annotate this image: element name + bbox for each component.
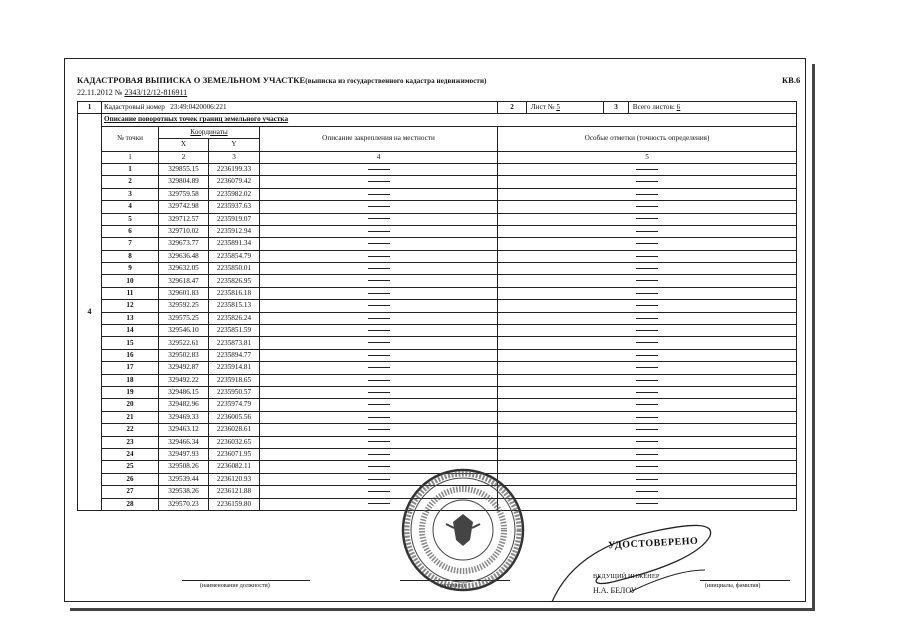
sheet-label: Лист № xyxy=(530,103,555,112)
dash-mark xyxy=(636,293,658,294)
col-index-4: 4 xyxy=(260,151,498,163)
desc-cell xyxy=(260,325,498,337)
dash-mark xyxy=(636,194,658,195)
dash-mark xyxy=(636,256,658,257)
dash-mark xyxy=(636,355,658,356)
table-row xyxy=(78,201,797,213)
cadastral-number-cell xyxy=(102,102,498,114)
coord-y: 2236199.33 xyxy=(209,163,260,175)
title-text: КАДАСТРОВАЯ ВЫПИСКА О ЗЕМЕЛЬНОМ УЧАСТКЕ xyxy=(77,75,306,85)
notes-cell xyxy=(498,436,797,448)
point-number: 6 xyxy=(102,225,159,237)
notes-cell xyxy=(498,337,797,349)
coord-x: 329492.22 xyxy=(159,374,209,386)
notes-cell xyxy=(498,461,797,473)
col-header-point: № точки xyxy=(102,126,159,151)
desc-cell xyxy=(260,448,498,460)
point-number: 16 xyxy=(102,349,159,361)
dash-mark xyxy=(368,479,390,480)
dash-mark xyxy=(636,441,658,442)
table-row xyxy=(78,263,797,275)
notes-cell xyxy=(498,424,797,436)
table-row xyxy=(78,176,797,188)
total-label: Всего листов: xyxy=(632,103,675,112)
row-column-index xyxy=(78,151,797,163)
row-section-title xyxy=(78,114,797,126)
point-number: 15 xyxy=(102,337,159,349)
point-number: 26 xyxy=(102,473,159,485)
dash-mark xyxy=(636,268,658,269)
table-row xyxy=(78,386,797,398)
col-index-2: 2 xyxy=(159,151,209,163)
document-title xyxy=(77,75,487,85)
desc-cell xyxy=(260,362,498,374)
point-number: 11 xyxy=(102,287,159,299)
table-row xyxy=(78,287,797,299)
dash-mark xyxy=(636,454,658,455)
dash-mark xyxy=(636,218,658,219)
total-value: 6 xyxy=(676,103,681,112)
notes-cell xyxy=(498,163,797,175)
total-sheets-cell xyxy=(629,102,797,114)
coord-y: 2236082.11 xyxy=(209,461,260,473)
dash-mark xyxy=(368,429,390,430)
desc-cell xyxy=(260,337,498,349)
dash-mark xyxy=(368,466,390,467)
table-row xyxy=(78,399,797,411)
notes-cell xyxy=(498,448,797,460)
desc-cell xyxy=(260,300,498,312)
coord-x: 329618.47 xyxy=(159,275,209,287)
desc-cell xyxy=(260,238,498,250)
desc-cell xyxy=(260,213,498,225)
coord-x: 329546.10 xyxy=(159,325,209,337)
dash-mark xyxy=(368,392,390,393)
dash-mark xyxy=(636,206,658,207)
signer-role: ВЕДУЩИЙ ИНЖЕНЕР xyxy=(593,573,660,580)
table-row xyxy=(78,225,797,237)
form-code: КВ.6 xyxy=(782,75,801,85)
coord-y: 2235950.57 xyxy=(209,386,260,398)
coord-y: 2235816.18 xyxy=(209,287,260,299)
col-index-1: 1 xyxy=(102,151,159,163)
official-seal-stamp xyxy=(398,462,528,602)
dash-mark xyxy=(368,169,390,170)
dash-mark xyxy=(368,367,390,368)
table-row xyxy=(78,250,797,262)
dash-mark xyxy=(636,466,658,467)
coord-y: 2236079.42 xyxy=(209,176,260,188)
coord-y: 2235873.81 xyxy=(209,337,260,349)
coord-x: 329482.96 xyxy=(159,399,209,411)
notes-cell xyxy=(498,349,797,361)
desc-cell xyxy=(260,263,498,275)
point-number: 10 xyxy=(102,275,159,287)
cadastral-number: 23:49:0420006:221 xyxy=(170,103,227,112)
coord-y: 2235891.34 xyxy=(209,238,260,250)
dash-mark xyxy=(368,404,390,405)
dash-mark xyxy=(368,243,390,244)
coord-y: 2236120.93 xyxy=(209,473,260,485)
dash-mark xyxy=(368,181,390,182)
point-number: 18 xyxy=(102,374,159,386)
notes-cell xyxy=(498,188,797,200)
dash-mark xyxy=(368,441,390,442)
coord-y: 2235826.24 xyxy=(209,312,260,324)
notes-cell xyxy=(498,176,797,188)
notes-cell xyxy=(498,300,797,312)
notes-cell xyxy=(498,213,797,225)
table-row xyxy=(78,362,797,374)
notes-cell xyxy=(498,473,797,485)
document-date-number xyxy=(77,88,187,97)
coord-y: 2235982.02 xyxy=(209,188,260,200)
coord-x: 329508.26 xyxy=(159,461,209,473)
table-row xyxy=(78,188,797,200)
title-subtitle: (выписка из государственного кадастра недвижимости) xyxy=(305,77,487,85)
desc-cell xyxy=(260,399,498,411)
dash-mark xyxy=(368,503,390,504)
notes-cell xyxy=(498,312,797,324)
coord-y: 2235974.79 xyxy=(209,399,260,411)
coord-x: 329601.83 xyxy=(159,287,209,299)
table-row xyxy=(78,349,797,361)
coord-x: 329466.34 xyxy=(159,436,209,448)
document-number: 2343/12/12-816911 xyxy=(124,88,188,97)
sheet-number-cell xyxy=(527,102,604,114)
desc-cell xyxy=(260,250,498,262)
coord-y: 2235894.77 xyxy=(209,349,260,361)
coord-y: 2235937.63 xyxy=(209,201,260,213)
desc-cell xyxy=(260,424,498,436)
coord-y: 2235918.65 xyxy=(209,374,260,386)
coord-x: 329632.05 xyxy=(159,263,209,275)
table-row xyxy=(78,374,797,386)
dash-mark xyxy=(636,392,658,393)
desc-cell xyxy=(260,163,498,175)
notes-cell xyxy=(498,411,797,423)
desc-cell xyxy=(260,436,498,448)
point-number: 21 xyxy=(102,411,159,423)
dash-mark xyxy=(368,218,390,219)
desc-cell xyxy=(260,201,498,213)
col-header-notes: Особые отметки (точность определения) xyxy=(498,126,797,151)
notes-cell xyxy=(498,225,797,237)
dash-mark xyxy=(636,367,658,368)
coord-y: 2235850.01 xyxy=(209,263,260,275)
dash-mark xyxy=(368,206,390,207)
coord-x: 329710.02 xyxy=(159,225,209,237)
point-number: 7 xyxy=(102,238,159,250)
point-number: 2 xyxy=(102,176,159,188)
notes-cell xyxy=(498,362,797,374)
dash-mark xyxy=(636,479,658,480)
coord-y: 2235815.13 xyxy=(209,300,260,312)
col-header-x: X xyxy=(159,139,209,151)
coord-x: 329636.48 xyxy=(159,250,209,262)
cadastral-table xyxy=(77,101,797,511)
notes-cell xyxy=(498,201,797,213)
table-row xyxy=(78,238,797,250)
coord-x: 329712.57 xyxy=(159,213,209,225)
coord-x: 329855.15 xyxy=(159,163,209,175)
dash-mark xyxy=(636,330,658,331)
dash-mark xyxy=(368,417,390,418)
coord-y: 2236159.80 xyxy=(209,498,260,510)
initials-caption: (инициалы, фамилия) xyxy=(705,583,761,589)
dash-mark xyxy=(368,454,390,455)
coord-x: 329570.23 xyxy=(159,498,209,510)
table-row xyxy=(78,300,797,312)
desc-cell xyxy=(260,386,498,398)
coord-x: 329463.12 xyxy=(159,424,209,436)
point-number: 14 xyxy=(102,325,159,337)
notes-cell xyxy=(498,263,797,275)
dash-mark xyxy=(636,243,658,244)
point-number: 17 xyxy=(102,362,159,374)
dash-mark xyxy=(636,318,658,319)
coord-x: 329469.33 xyxy=(159,411,209,423)
notes-cell xyxy=(498,399,797,411)
dash-mark xyxy=(636,404,658,405)
coord-y: 2236071.95 xyxy=(209,448,260,460)
point-number: 27 xyxy=(102,486,159,498)
point-number: 3 xyxy=(102,188,159,200)
col-index-3: 3 xyxy=(209,151,260,163)
certified-stamp-text: УДОСТОВЕРЕНО xyxy=(607,535,699,552)
point-number: 25 xyxy=(102,461,159,473)
dash-mark xyxy=(636,380,658,381)
desc-cell xyxy=(260,188,498,200)
dash-mark xyxy=(368,268,390,269)
dash-mark xyxy=(368,491,390,492)
coord-y: 2235919.07 xyxy=(209,213,260,225)
notes-cell xyxy=(498,325,797,337)
total-cell-num: 3 xyxy=(604,102,629,114)
coord-x: 329539.44 xyxy=(159,473,209,485)
point-number: 1 xyxy=(102,163,159,175)
coord-y: 2236005.56 xyxy=(209,411,260,423)
table-row xyxy=(78,163,797,175)
dash-mark xyxy=(368,194,390,195)
coord-x: 329492.87 xyxy=(159,362,209,374)
coord-y: 2235826.95 xyxy=(209,275,260,287)
point-number: 28 xyxy=(102,498,159,510)
desc-cell xyxy=(260,275,498,287)
col-header-desc: Описание закрепления на местности xyxy=(260,126,498,151)
position-caption: (наименование должности) xyxy=(200,583,270,589)
position-line xyxy=(182,580,310,581)
desc-cell xyxy=(260,176,498,188)
coord-x: 329673.77 xyxy=(159,238,209,250)
coord-y: 2236121.88 xyxy=(209,486,260,498)
desc-cell xyxy=(260,312,498,324)
col-index-5: 5 xyxy=(498,151,797,163)
coord-x: 329759.58 xyxy=(159,188,209,200)
table-row xyxy=(78,424,797,436)
coord-x: 329497.93 xyxy=(159,448,209,460)
dash-mark xyxy=(368,280,390,281)
dash-mark xyxy=(636,491,658,492)
desc-cell xyxy=(260,287,498,299)
point-number: 5 xyxy=(102,213,159,225)
table-row xyxy=(78,337,797,349)
signer-name: Н.А. БЕЛОУ xyxy=(593,586,637,595)
dash-mark xyxy=(636,231,658,232)
section-number: 4 xyxy=(78,114,102,511)
desc-cell xyxy=(260,225,498,237)
point-number: 19 xyxy=(102,386,159,398)
dash-mark xyxy=(368,342,390,343)
table-row xyxy=(78,411,797,423)
coord-x: 329592.25 xyxy=(159,300,209,312)
coord-x: 329486.15 xyxy=(159,386,209,398)
dash-mark xyxy=(368,355,390,356)
notes-cell xyxy=(498,275,797,287)
desc-cell xyxy=(260,374,498,386)
point-number: 22 xyxy=(102,424,159,436)
point-number: 20 xyxy=(102,399,159,411)
table-row xyxy=(78,312,797,324)
notes-cell xyxy=(498,386,797,398)
sheet-cell-num: 2 xyxy=(498,102,527,114)
coord-y: 2235914.81 xyxy=(209,362,260,374)
table-row xyxy=(78,213,797,225)
coord-x: 329538.26 xyxy=(159,486,209,498)
sheet-value: 5 xyxy=(556,103,560,112)
desc-cell xyxy=(260,349,498,361)
coord-y: 2236028.61 xyxy=(209,424,260,436)
desc-cell xyxy=(260,411,498,423)
notes-cell xyxy=(498,374,797,386)
dash-mark xyxy=(368,231,390,232)
coord-y: 2235851.59 xyxy=(209,325,260,337)
point-number: 4 xyxy=(102,201,159,213)
col-header-coords: Координаты xyxy=(159,126,260,138)
dash-mark xyxy=(368,380,390,381)
col-header-y: Y xyxy=(209,139,260,151)
coord-y: 2235912.94 xyxy=(209,225,260,237)
coord-y: 2235854.79 xyxy=(209,250,260,262)
dash-mark xyxy=(368,305,390,306)
dash-mark xyxy=(636,417,658,418)
notes-cell xyxy=(498,287,797,299)
point-number: 13 xyxy=(102,312,159,324)
row-header-1 xyxy=(78,126,797,138)
notes-cell xyxy=(498,250,797,262)
dash-mark xyxy=(636,305,658,306)
notes-cell xyxy=(498,238,797,250)
coord-x: 329575.25 xyxy=(159,312,209,324)
dash-mark xyxy=(636,342,658,343)
row-cadastral-info xyxy=(78,102,797,114)
section-title: Описание поворотных точек границ земельного участка xyxy=(102,114,797,126)
coord-x: 329742.98 xyxy=(159,201,209,213)
point-number: 24 xyxy=(102,448,159,460)
table-row xyxy=(78,275,797,287)
cadastral-label: Кадастровый номер xyxy=(104,103,165,112)
point-number: 12 xyxy=(102,300,159,312)
dash-mark xyxy=(368,318,390,319)
point-number: 23 xyxy=(102,436,159,448)
table-row xyxy=(78,448,797,460)
coord-y: 2236032.65 xyxy=(209,436,260,448)
table-row xyxy=(78,325,797,337)
coord-x: 329502.83 xyxy=(159,349,209,361)
date-prefix: 22.11.2012 № xyxy=(77,88,123,97)
dash-mark xyxy=(368,330,390,331)
dash-mark xyxy=(636,429,658,430)
dash-mark xyxy=(636,181,658,182)
signature-caption: (подпись) xyxy=(440,583,465,589)
dash-mark xyxy=(636,280,658,281)
point-number: 8 xyxy=(102,250,159,262)
coord-x: 329804.89 xyxy=(159,176,209,188)
dash-mark xyxy=(368,293,390,294)
row-number: 1 xyxy=(78,102,102,114)
coord-x: 329522.61 xyxy=(159,337,209,349)
dash-mark xyxy=(368,256,390,257)
point-number: 9 xyxy=(102,263,159,275)
table-row xyxy=(78,436,797,448)
notes-cell xyxy=(498,486,797,498)
dash-mark xyxy=(636,169,658,170)
